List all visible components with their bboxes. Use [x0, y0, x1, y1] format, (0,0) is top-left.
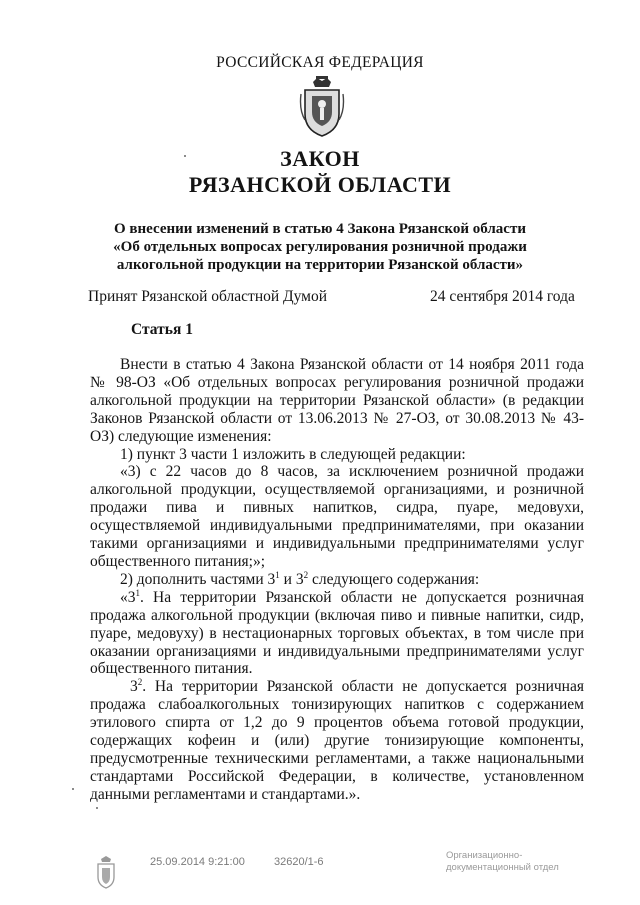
country-header: РОССИЙСКАЯ ФЕДЕРАЦИЯ	[216, 54, 424, 71]
law-title-line2: РЯЗАНСКОЙ ОБЛАСТИ	[188, 172, 452, 197]
part-3-2-sup: 2	[137, 677, 143, 688]
adopted-by: Принят Рязанской областной Думой	[88, 288, 328, 305]
scan-speck	[184, 155, 186, 157]
footer-doc-number: 32620/1-6	[274, 856, 324, 868]
article-intro: Внести в статью 4 Закона Рязанской области от 14 ноября 2011 года № 98-ОЗ «Об отдельных вопросах регулирования розничной продажи алкогольной продукции на территории Рязанской области» (в редакции Законов Рязанской области от 13.06.2013 № 27-ОЗ, от 30.08.2013 № 43-ОЗ) следующие изменения:	[90, 356, 584, 445]
part-3-1-text: . На территории Рязанской области не допускается розничная продажа алкогольной продукции (включая пиво и пивные напитки, сидр, пуаре, медовуху) в нестационарных торговых объектах, в том числе при оказании организациями и индивидуальными предпринимателями услуг общественного питания.	[90, 588, 584, 678]
scan-speck	[72, 788, 74, 790]
article-heading: Статья 1	[131, 321, 193, 338]
part-3-2	[90, 678, 584, 803]
item2-sup2: 2	[303, 569, 309, 580]
law-subtitle	[70, 220, 570, 274]
item2-sup1: 1	[275, 569, 280, 580]
footer-emblem-icon	[94, 855, 118, 889]
adoption-date: 24 сентября 2014 года	[430, 288, 575, 305]
footer-stamp	[446, 850, 559, 874]
part-3-1-sup: 1	[135, 587, 140, 598]
coat-of-arms-icon	[299, 76, 345, 138]
footer-stamp-line2: документационный отдел	[446, 862, 559, 873]
law-title	[0, 146, 640, 198]
part-3-1	[90, 589, 584, 679]
item1-intro: 1) пункт 3 части 1 изложить в следующей редакции:	[120, 445, 466, 463]
law-subtitle-line3: алкогольной продукции на территории Рязанской области»	[116, 257, 524, 273]
item1-text: «3) с 22 часов до 8 часов, за исключением розничной продажи алкогольной продукции, осуществляемой организациями, и розничной продажи пива и пивных напитков, сидра, пуаре, медовухи, осуществляемой индивидуальными предпринимателями, при оказании такими организациями и индивидуальными предпринимателями услуг общественного питания;»;	[90, 463, 584, 570]
part-3-2-open: 3	[130, 678, 138, 696]
law-title-line1: ЗАКОН	[280, 146, 360, 171]
scan-speck	[96, 807, 98, 809]
item2-intro	[90, 571, 584, 589]
item2-suffix: следующего содержания:	[308, 570, 480, 588]
footer-timestamp: 25.09.2014 9:21:00	[150, 856, 245, 868]
item2-and: и 3	[279, 570, 304, 588]
law-subtitle-line2: «Об отдельных вопросах регулирования розничной продажи	[113, 239, 527, 255]
law-subtitle-line1: О внесении изменений в статью 4 Закона Рязанской области	[114, 221, 526, 237]
article-body	[90, 356, 584, 804]
footer-stamp-line1: Организационно-	[446, 850, 523, 861]
item2-prefix: 2) дополнить частями 3	[120, 570, 276, 588]
part-3-2-text: . На территории Рязанской области не допускается розничная продажа слабоалкогольных тонизирующих напитков с содержанием этилового спирта от 1,2 до 9 процентов объема готовой продукции, содержащих кофеин и (или) другие тонизирующие компоненты, предусмотренные техническими регламентами, а также национальными стандартами Российской Федерации, в количестве, установленном данными регламентами и стандартами.».	[90, 678, 584, 803]
part-3-1-open: «3	[120, 588, 136, 606]
